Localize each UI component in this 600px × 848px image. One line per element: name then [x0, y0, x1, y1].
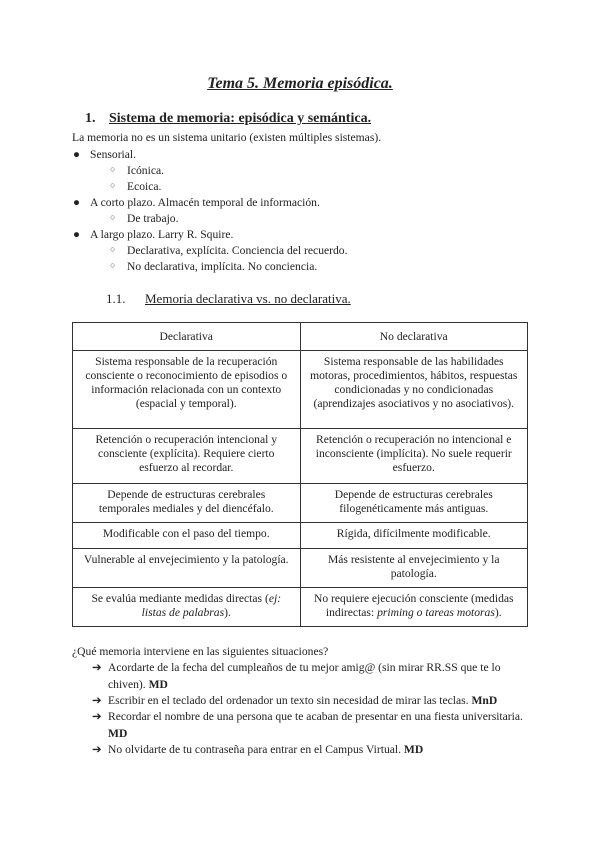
- sub-list-item: [110, 212, 179, 225]
- page-title: Tema 5. Memoria episódica.: [207, 75, 393, 92]
- table-header: No declarativa: [300, 323, 528, 351]
- answer-item: [92, 709, 528, 742]
- list-item-text: Sensorial.: [90, 148, 137, 161]
- question-text: ¿Qué memoria interviene en las siguientes situaciones?: [72, 645, 329, 658]
- cell-italic-text: ej: listas de palabras: [141, 592, 282, 619]
- table-cell: Sistema responsable de las habilidades motoras, procedimientos, hábitos, respuestas condicionadas y no condicionadas (aprendizajes asociativos y no asociativos).: [300, 351, 528, 429]
- answer-text: Escribir en el teclado del ordenador un texto sin necesidad de mirar las teclas.: [108, 694, 469, 707]
- table-header: Declarativa: [73, 323, 301, 351]
- answer-item: [92, 693, 528, 710]
- table-cell: [73, 588, 301, 627]
- arrow-icon: ➔: [92, 661, 102, 674]
- list-item-text: De trabajo.: [127, 212, 179, 225]
- list-item-text: A corto plazo. Almacén temporal de información.: [90, 196, 320, 209]
- section-heading: Sistema de memoria: episódica y semántica.: [109, 111, 372, 126]
- table-cell: Retención o recuperación intencional y consciente (explícita). Requiere cierto esfuerzo al recordar.: [73, 429, 301, 484]
- answer-tag: MD: [108, 726, 128, 740]
- table-cell: Vulnerable al envejecimiento y la patología.: [73, 549, 301, 588]
- sub-list-item: [110, 244, 348, 257]
- table-row: [73, 429, 528, 484]
- sub-list-item: [110, 180, 162, 193]
- cell-text: ).: [224, 606, 231, 619]
- sub-list-item: [110, 164, 165, 177]
- sub-list-item: [110, 260, 318, 273]
- answer-item: [92, 660, 528, 693]
- table-cell: Más resistente al envejecimiento y la patología.: [300, 549, 528, 588]
- subsection-number: 1.1.: [106, 291, 126, 306]
- list-item-text: Icónica.: [127, 164, 165, 177]
- answer-tag: MnD: [471, 694, 498, 707]
- table-cell: Retención o recuperación no intencional e inconsciente (implícita). No suele requerir esfuerzo.: [300, 429, 528, 484]
- bullet-icon: ●: [73, 196, 81, 209]
- table-cell: Depende de estructuras cerebrales temporales mediales y del diencéfalo.: [73, 484, 301, 523]
- cell-text: No requiere ejecución consciente (medidas indirectas:: [313, 592, 514, 619]
- intro-text: La memoria no es un sistema unitario (existen múltiples sistemas).: [72, 131, 382, 144]
- answer-text: Recordar el nombre de una persona que te acaban de presentar en una fiesta universitaria.: [108, 710, 523, 723]
- cell-text: ).: [494, 606, 502, 619]
- table-row: [73, 484, 528, 523]
- list-item: [73, 228, 234, 241]
- cell-italic-text: priming o tareas motoras: [377, 606, 495, 619]
- table-cell: Sistema responsable de la recuperación consciente o reconocimiento de episodios o información relacionada con un contexto (espacial y temporal).: [73, 351, 301, 429]
- arrow-icon: ➔: [92, 694, 102, 707]
- arrow-icon: ➔: [92, 743, 102, 756]
- circle-bullet-icon: ○: [110, 180, 116, 190]
- list-item: [73, 196, 320, 209]
- answer-tag: MD: [403, 743, 424, 756]
- cell-text: Se evalúa mediante medidas directas (: [91, 592, 269, 605]
- list-item: [73, 148, 137, 161]
- list-item-text: Declarativa, explícita. Conciencia del recuerdo.: [127, 244, 348, 257]
- list-item-text: A largo plazo. Larry R. Squire.: [90, 228, 234, 241]
- answer-item: [92, 742, 528, 759]
- circle-bullet-icon: ○: [110, 164, 116, 174]
- table-row: [73, 351, 528, 429]
- list-item-text: No declarativa, implícita. No conciencia.: [127, 260, 318, 273]
- table-cell: Rígida, difícilmente modificable.: [300, 523, 528, 549]
- table-header-row: [73, 323, 528, 351]
- circle-bullet-icon: ○: [110, 244, 116, 254]
- answer-text: Acordarte de la fecha del cumpleaños de tu mejor amig@ (sin mirar RR.SS que te lo chiven).: [108, 661, 501, 691]
- section-number: 1.: [85, 111, 96, 126]
- subsection-heading: Memoria declarativa vs. no declarativa.: [145, 291, 351, 306]
- answer-text: No olvidarte de tu contraseña para entrar en el Campus Virtual.: [108, 743, 402, 756]
- table-row: [73, 523, 528, 549]
- bullet-icon: ●: [73, 228, 81, 241]
- arrow-icon: ➔: [92, 710, 102, 723]
- table-row: [73, 588, 528, 627]
- table-cell: Depende de estructuras cerebrales filogenéticamente más antiguas.: [300, 484, 528, 523]
- circle-bullet-icon: ○: [110, 212, 116, 222]
- table-cell: Modificable con el paso del tiempo.: [73, 523, 301, 549]
- table-cell: [300, 588, 528, 627]
- table-row: [73, 549, 528, 588]
- comparison-table: [72, 322, 528, 627]
- list-item-text: Ecoica.: [127, 180, 162, 193]
- answer-tag: MD: [148, 677, 168, 691]
- bullet-icon: ●: [73, 148, 81, 161]
- circle-bullet-icon: ○: [110, 260, 116, 270]
